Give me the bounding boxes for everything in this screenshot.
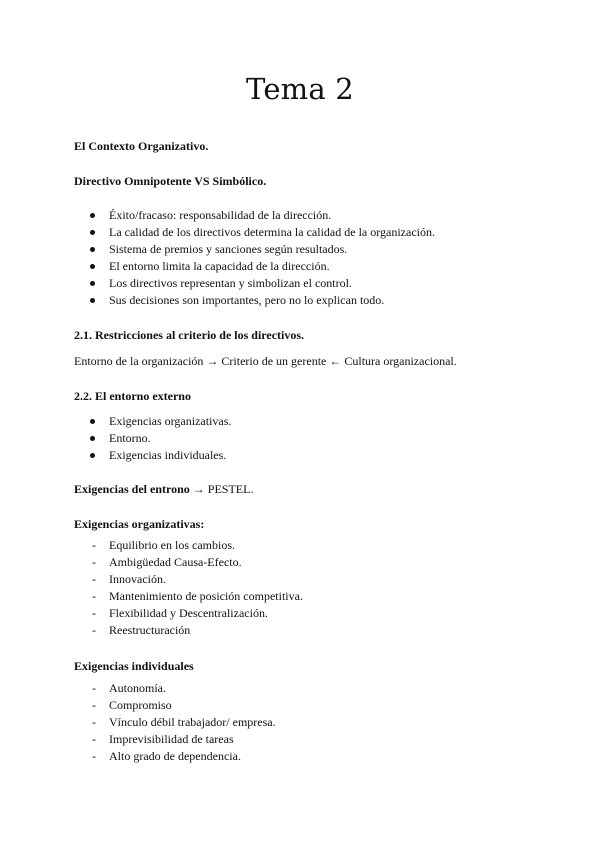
directivo-heading: Directivo Omnipotente VS Simbólico. bbox=[74, 174, 267, 188]
list-item: Exigencias organizativas. bbox=[0, 413, 231, 430]
entorno-heading: 2.2. El entorno externo bbox=[74, 389, 191, 403]
dash-marker: - bbox=[92, 606, 96, 620]
list-item: Sistema de premios y sanciones según resultados. bbox=[0, 241, 435, 258]
entorno-list bbox=[0, 413, 231, 464]
dash-marker: - bbox=[92, 555, 96, 569]
bullet-icon bbox=[90, 281, 95, 286]
list-item: Exigencias individuales. bbox=[0, 447, 231, 464]
dash-marker: - bbox=[92, 732, 96, 746]
dash-marker: - bbox=[92, 589, 96, 603]
bullet-icon bbox=[90, 436, 95, 441]
ind-heading: Exigencias individuales bbox=[74, 659, 194, 673]
list-item: Entorno. bbox=[0, 430, 231, 447]
list-item: - Autonomía. bbox=[92, 681, 166, 695]
dash-marker: - bbox=[92, 572, 96, 586]
list-item: - Innovación. bbox=[92, 572, 166, 586]
list-item: - Reestructuración bbox=[92, 623, 191, 637]
section-heading: El Contexto Organizativo. bbox=[74, 139, 209, 153]
list-item: - Equilibrio en los cambios. bbox=[92, 538, 235, 552]
list-item: Los directivos representan y simbolizan el control. bbox=[0, 275, 435, 292]
list-item: Sus decisiones son importantes, pero no lo explican todo. bbox=[0, 292, 435, 309]
restricciones-heading: 2.1. Restricciones al criterio de los directivos. bbox=[74, 328, 305, 342]
bullet-icon bbox=[90, 298, 95, 303]
dash-marker: - bbox=[92, 623, 96, 637]
dash-marker: - bbox=[92, 538, 96, 552]
dash-marker: - bbox=[92, 698, 96, 712]
dash-marker: - bbox=[92, 715, 96, 729]
restricciones-text: Entorno de la organización → Criterio de un gerente ← Cultura organizacional. bbox=[74, 354, 457, 368]
bullet-icon bbox=[90, 247, 95, 252]
list-item: - Vínculo débil trabajador/ empresa. bbox=[92, 715, 276, 729]
bullet-icon bbox=[90, 264, 95, 269]
dash-marker: - bbox=[92, 681, 96, 695]
list-item: - Ambigüedad Causa-Efecto. bbox=[92, 555, 242, 569]
bullet-icon bbox=[90, 453, 95, 458]
org-heading: Exigencias organizativas: bbox=[74, 517, 205, 531]
directivo-list bbox=[0, 207, 435, 309]
bullet-icon bbox=[90, 213, 95, 218]
org-list bbox=[0, 537, 303, 639]
ind-list bbox=[0, 680, 276, 765]
page-title: Tema 2 bbox=[246, 72, 354, 106]
list-item: Éxito/fracaso: responsabilidad de la dirección. bbox=[0, 207, 435, 224]
list-item: La calidad de los directivos determina la calidad de la organización. bbox=[0, 224, 435, 241]
dash-marker: - bbox=[92, 749, 96, 763]
list-item: - Alto grado de dependencia. bbox=[92, 749, 241, 763]
list-item: - Imprevisibilidad de tareas bbox=[92, 732, 234, 746]
pestel-line bbox=[74, 482, 253, 497]
list-item: - Compromiso bbox=[92, 698, 172, 712]
bullet-icon bbox=[90, 230, 95, 235]
list-item: - Mantenimiento de posición competitiva. bbox=[92, 589, 303, 603]
bullet-icon bbox=[90, 419, 95, 424]
pestel-text: → PESTEL. bbox=[189, 482, 254, 496]
pestel-bold-text: Exigencias del entrono bbox=[74, 482, 190, 496]
list-item: - Flexibilidad y Descentralización. bbox=[92, 606, 268, 620]
list-item: El entorno limita la capacidad de la dirección. bbox=[0, 258, 435, 275]
